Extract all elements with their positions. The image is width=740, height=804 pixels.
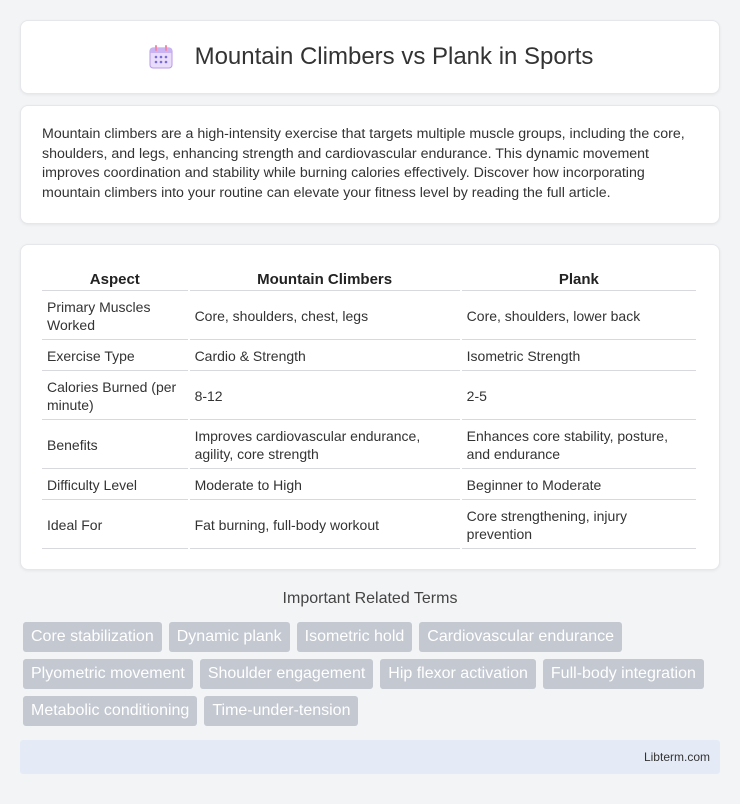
table-cell: Isometric Strength: [462, 342, 696, 371]
related-terms-title: Important Related Terms: [282, 590, 458, 607]
table-cell: Core, shoulders, lower back: [462, 293, 696, 340]
related-terms-tags: [23, 622, 723, 726]
table-cell: Moderate to High: [190, 471, 460, 500]
table-cell: Improves cardiovascular endurance, agility, core strength: [190, 422, 460, 469]
header-card: [20, 20, 720, 94]
table-cell: Beginner to Moderate: [462, 471, 696, 500]
table-cell: Cardio & Strength: [190, 342, 460, 371]
table-cell: Enhances core stability, posture, and endurance: [462, 422, 696, 469]
table-cell: 2-5: [462, 373, 696, 420]
column-header: Mountain Climbers: [190, 267, 460, 291]
term-tag[interactable]: Full-body integration: [543, 659, 704, 689]
intro-card: [20, 105, 720, 224]
page-title: Mountain Climbers vs Plank in Sports: [194, 43, 594, 70]
column-header: Plank: [462, 267, 696, 291]
table-cell: Exercise Type: [42, 342, 188, 371]
comparison-table-card: [20, 244, 720, 570]
footer: [20, 740, 720, 774]
term-tag[interactable]: Core stabilization: [23, 622, 162, 652]
table-cell: Difficulty Level: [42, 471, 188, 500]
table-cell: Core, shoulders, chest, legs: [190, 293, 460, 340]
term-tag[interactable]: Metabolic conditioning: [23, 696, 197, 726]
calendar-grid-icon: [147, 43, 175, 71]
term-tag[interactable]: Cardiovascular endurance: [419, 622, 622, 652]
table-cell: Fat burning, full-body workout: [190, 502, 460, 549]
term-tag[interactable]: Hip flexor activation: [380, 659, 536, 689]
table-cell: Primary Muscles Worked: [42, 293, 188, 340]
term-tag[interactable]: Isometric hold: [297, 622, 413, 652]
table-cell: Benefits: [42, 422, 188, 469]
table-cell: Calories Burned (per minute): [42, 373, 188, 420]
table-cell: 8-12: [190, 373, 460, 420]
table-row: [42, 502, 696, 549]
table-cell: Core strengthening, injury prevention: [462, 502, 696, 549]
column-header: Aspect: [42, 267, 188, 291]
intro-text: Mountain climbers are a high-intensity exercise that targets multiple muscle groups, including the core, shoulders, and legs, enhancing strength and cardiovascular endurance. This dynamic movement improves coordination and stability while burning calories effectively. Discover how incorporating mountain climbers into your routine can elevate your fitness level by reading the full article.: [42, 126, 685, 201]
table-row: [42, 373, 696, 420]
table-header-row: [42, 267, 696, 291]
table-cell: Ideal For: [42, 502, 188, 549]
comparison-table: [40, 265, 698, 551]
term-tag[interactable]: Dynamic plank: [169, 622, 290, 652]
table-row: [42, 422, 696, 469]
table-row: [42, 471, 696, 500]
table-row: [42, 342, 696, 371]
term-tag[interactable]: Plyometric movement: [23, 659, 193, 689]
footer-site-link[interactable]: Libterm.com: [643, 750, 710, 764]
term-tag[interactable]: Time-under-tension: [204, 696, 358, 726]
table-row: [42, 293, 696, 340]
term-tag[interactable]: Shoulder engagement: [200, 659, 373, 689]
